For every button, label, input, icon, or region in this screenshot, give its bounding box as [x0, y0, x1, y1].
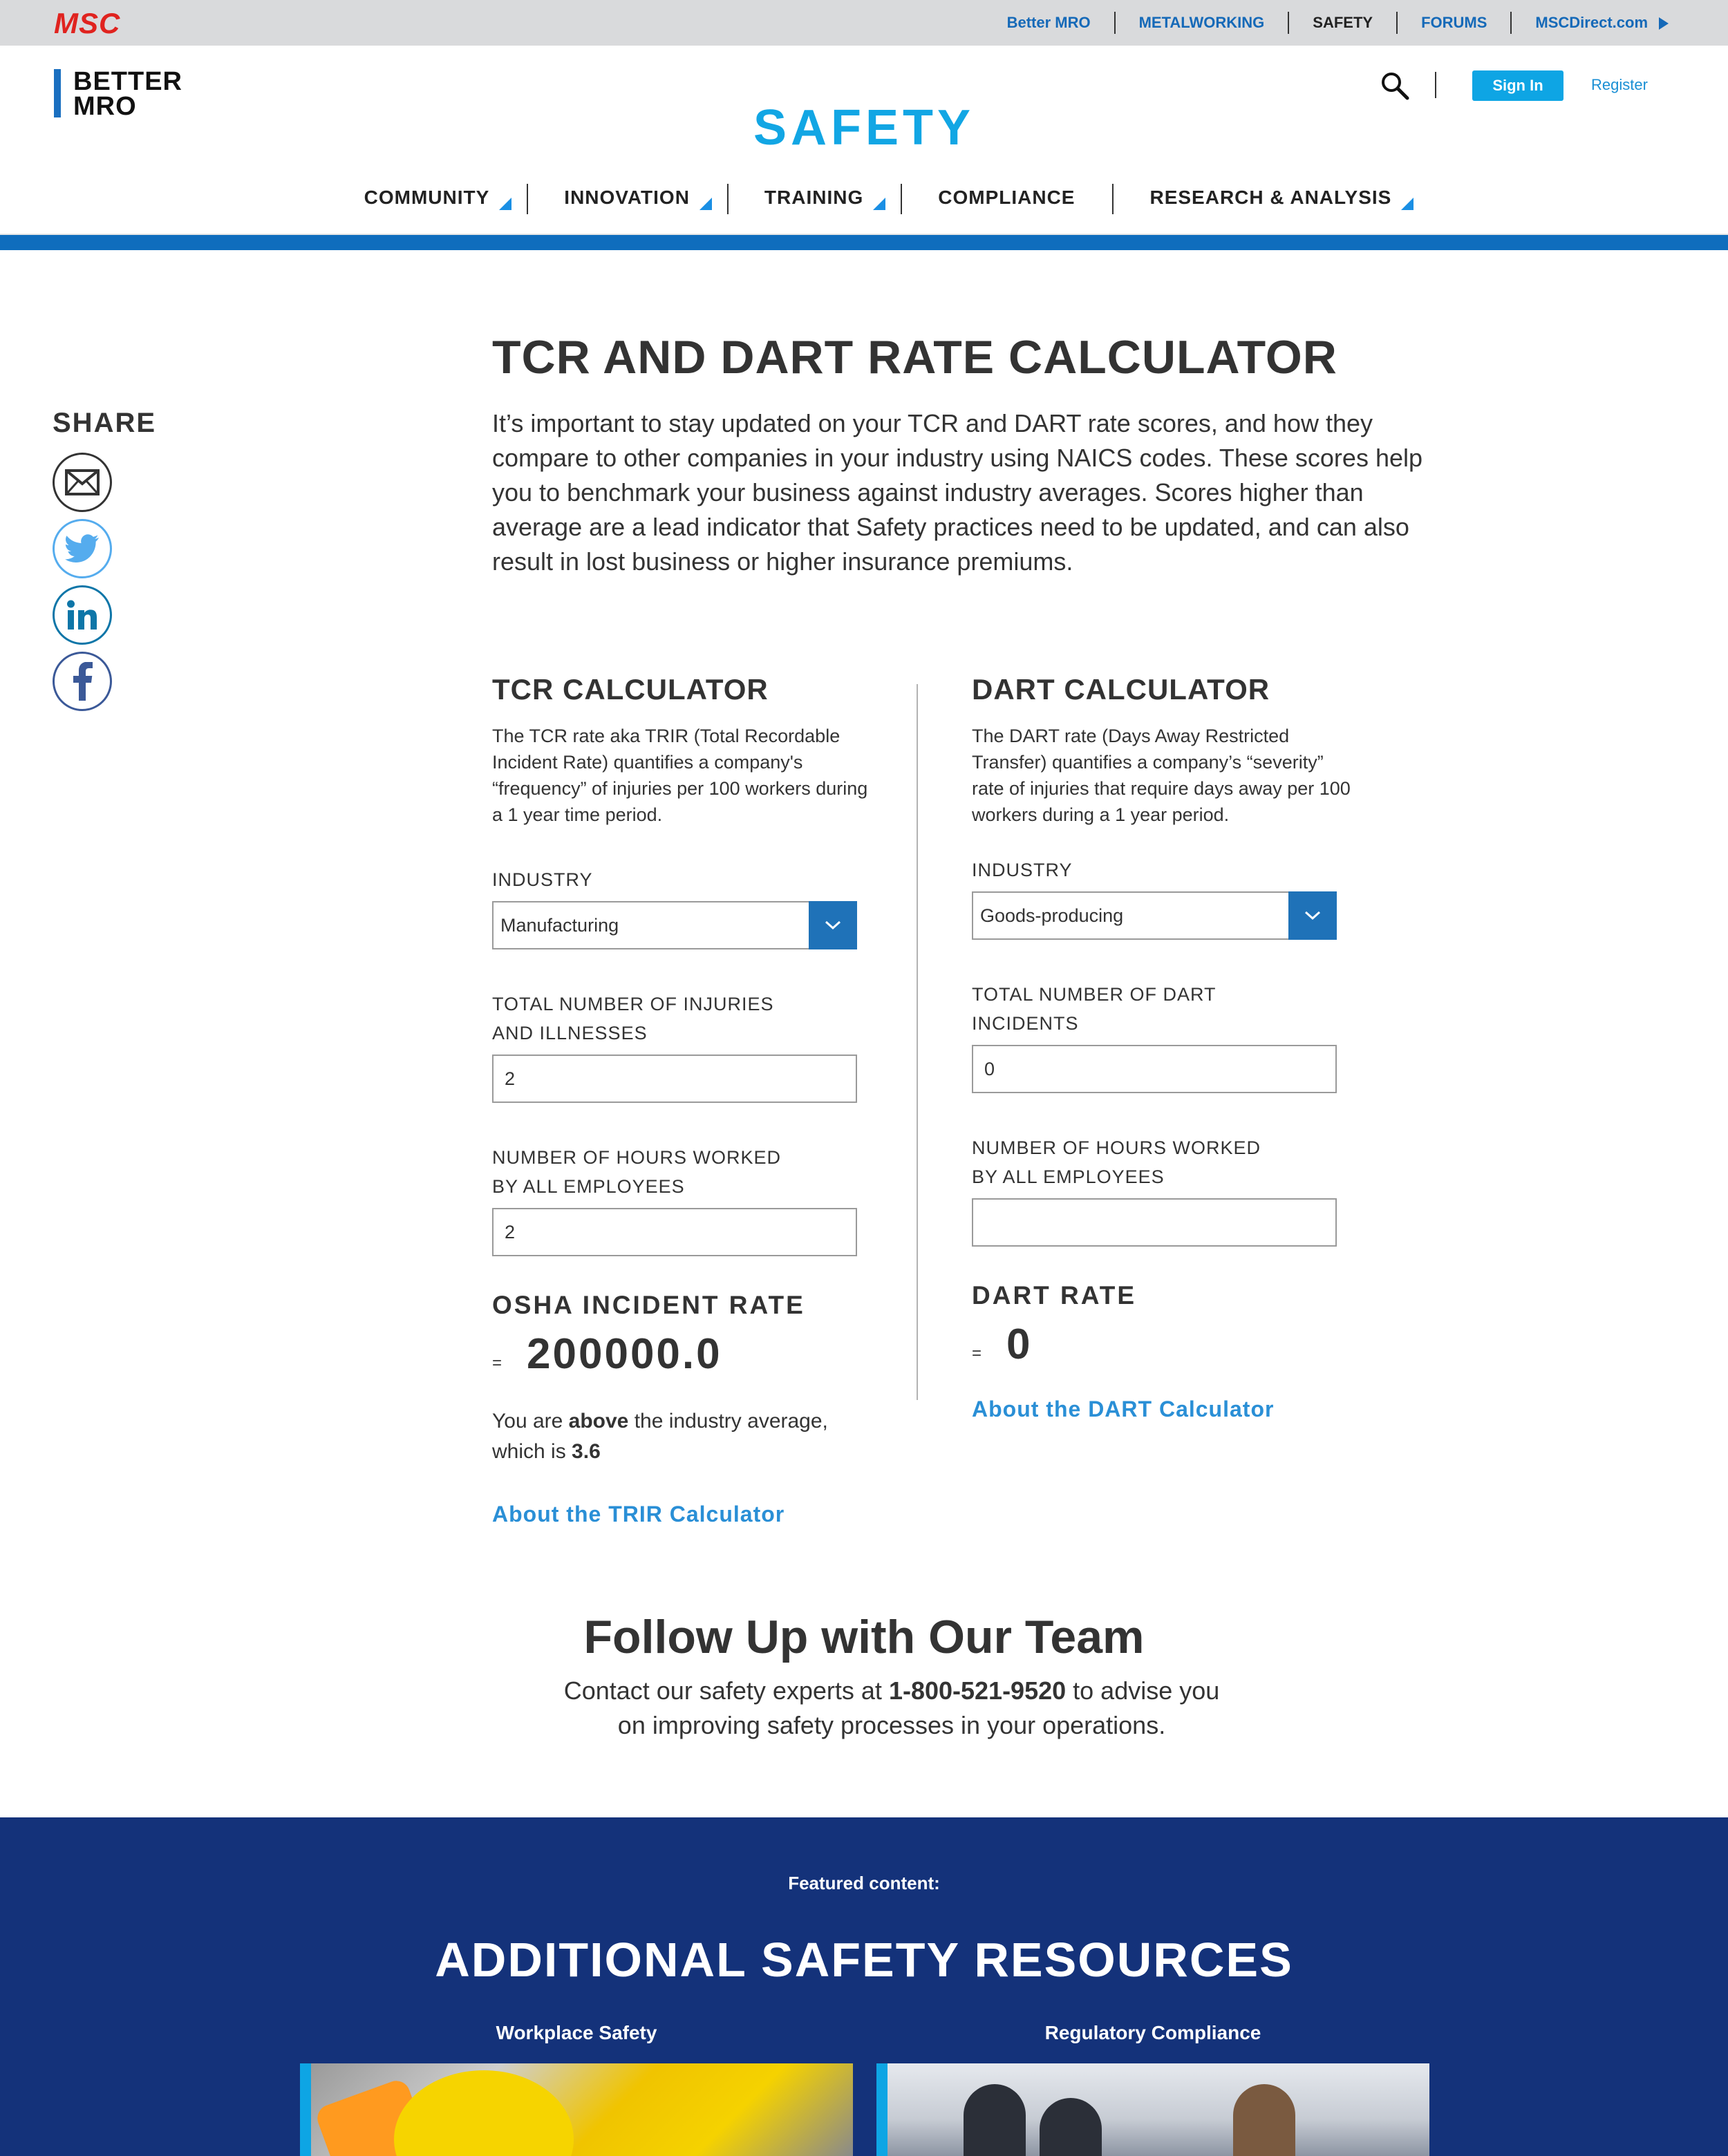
nav-label: COMPLIANCE	[938, 187, 1076, 208]
dropdown-triangle-icon	[499, 198, 511, 210]
utility-link-forums[interactable]: FORUMS	[1398, 12, 1512, 34]
dart-industry-select[interactable]	[972, 891, 1337, 940]
dropdown-triangle-icon	[873, 198, 885, 210]
twitter-icon[interactable]	[53, 519, 112, 578]
nav-label: RESEARCH & ANALYSIS	[1149, 187, 1392, 208]
tcr-description: The TCR rate aka TRIR (Total Recordable Incident Rate) quantifies a company's “frequency” of injuries per 100 workers during a 1 year time period.	[492, 726, 868, 825]
register-link[interactable]: Register	[1591, 76, 1648, 93]
dart-incidents-input[interactable]	[972, 1045, 1337, 1093]
tcr-industry-label: INDUSTRY	[492, 869, 593, 890]
share-sidebar	[53, 408, 156, 718]
about-dart-link[interactable]: About the DART Calculator	[972, 1397, 1275, 1421]
osha-rate-title: OSHA INCIDENT RATE	[492, 1291, 805, 1319]
dart-hours-label	[972, 1133, 1359, 1191]
equals-sign: =	[972, 1344, 982, 1363]
nav-label: TRAINING	[764, 187, 864, 208]
dart-calculator	[972, 673, 1359, 1422]
header-accent-band	[0, 235, 1728, 250]
tcr-hours-label-2: BY ALL EMPLOYEES	[492, 1176, 685, 1197]
avg-value: 3.6	[572, 1440, 601, 1463]
dart-description: The DART rate (Days Away Restricted Transfer) quantifies a company’s “severity” rate of injuries that require days away per 100 workers during a 1 year period.	[972, 726, 1351, 825]
hard-hat-shape	[394, 2070, 574, 2156]
email-icon[interactable]	[53, 453, 112, 512]
avg-mid: the industry average, which is	[492, 1410, 828, 1463]
nav-label: INNOVATION	[564, 187, 690, 208]
header-divider	[1435, 72, 1436, 98]
person-figure	[1233, 2084, 1295, 2156]
tcr-hours-label-1: NUMBER OF HOURS WORKED	[492, 1147, 782, 1168]
dart-incidents-label-2: INCIDENTS	[972, 1013, 1079, 1034]
arrow-right-icon	[1659, 17, 1669, 30]
sign-in-button[interactable]: Sign In	[1472, 70, 1563, 101]
industry-average-text	[492, 1406, 879, 1467]
nav-item-training[interactable]	[727, 184, 901, 211]
section-title[interactable]: SAFETY	[753, 100, 975, 155]
calculator-divider	[917, 684, 918, 1400]
featured-section	[0, 1817, 1728, 2156]
regulatory-compliance-image[interactable]	[876, 2063, 1429, 2156]
tcr-injuries-input[interactable]	[492, 1055, 857, 1103]
nav-label: COMMUNITY	[364, 187, 490, 208]
utility-bar	[0, 0, 1728, 46]
tcr-industry-select[interactable]	[492, 901, 857, 949]
utility-link-metalworking[interactable]: METALWORKING	[1116, 12, 1290, 34]
avg-pre: You are	[492, 1410, 569, 1432]
avg-word: above	[568, 1410, 629, 1432]
page-title: TCR AND DART RATE CALCULATOR	[492, 331, 1337, 384]
card-label-regulatory-compliance[interactable]: Regulatory Compliance	[1044, 2022, 1261, 2043]
follow-up-text	[560, 1674, 1223, 1743]
featured-title: ADDITIONAL SAFETY RESOURCES	[435, 1933, 1293, 1987]
osha-rate-row	[492, 1330, 879, 1379]
facebook-icon[interactable]	[53, 652, 112, 711]
dart-hours-label-1: NUMBER OF HOURS WORKED	[972, 1137, 1261, 1158]
dart-incidents-label	[972, 980, 1359, 1038]
share-title: SHARE	[53, 408, 157, 438]
utility-links	[984, 0, 1669, 46]
chevron-down-icon[interactable]	[1288, 891, 1337, 940]
person-figure	[1040, 2098, 1102, 2156]
nav-item-community[interactable]	[327, 184, 527, 211]
nav-item-innovation[interactable]	[527, 184, 727, 211]
card-label-workplace-safety[interactable]: Workplace Safety	[496, 2022, 657, 2043]
dart-rate-value: 0	[1006, 1321, 1033, 1368]
equals-sign: =	[492, 1354, 503, 1372]
linkedin-icon[interactable]	[53, 585, 112, 645]
tcr-industry-value: Manufacturing	[500, 915, 619, 936]
dart-title: DART CALCULATOR	[972, 673, 1270, 706]
utility-link-safety[interactable]: SAFETY	[1289, 12, 1398, 34]
tcr-calculator	[492, 673, 879, 1527]
dart-industry-label: INDUSTRY	[972, 860, 1073, 880]
tcr-hours-input[interactable]	[492, 1208, 857, 1256]
brand-line2: MRO	[73, 92, 137, 121]
chevron-down-icon[interactable]	[809, 901, 857, 949]
tcr-injuries-label	[492, 990, 879, 1048]
follow-text-pre: Contact our safety experts at	[563, 1676, 889, 1705]
tcr-injuries-label-1: TOTAL NUMBER OF INJURIES	[492, 994, 774, 1014]
follow-up-title: Follow Up with Our Team	[583, 1611, 1145, 1663]
dart-incidents-label-1: TOTAL NUMBER OF DART	[972, 984, 1217, 1005]
osha-rate-value: 200000.0	[527, 1330, 722, 1378]
follow-text-post: to advise you on improving safety processes in your operations.	[617, 1676, 1220, 1739]
dart-rate-title: DART RATE	[972, 1281, 1137, 1309]
person-figure	[964, 2084, 1026, 2156]
about-trir-link[interactable]: About the TRIR Calculator	[492, 1502, 785, 1526]
search-icon[interactable]	[1380, 70, 1410, 101]
utility-link-mscdirect[interactable]	[1512, 12, 1669, 34]
dart-hours-label-2: BY ALL EMPLOYEES	[972, 1166, 1165, 1187]
phone-number[interactable]: 1-800-521-9520	[888, 1676, 1067, 1705]
dart-hours-input[interactable]	[972, 1198, 1337, 1247]
site-header	[0, 46, 1728, 235]
msc-logo[interactable]: MSC	[54, 7, 121, 39]
dropdown-triangle-icon	[699, 198, 712, 210]
mscdirect-label: MSCDirect.com	[1535, 14, 1648, 31]
tcr-injuries-label-2: AND ILLNESSES	[492, 1023, 648, 1043]
dropdown-triangle-icon	[1401, 198, 1414, 210]
featured-kicker: Featured content:	[788, 1873, 940, 1893]
tcr-hours-label	[492, 1143, 879, 1201]
brand-line1: BETTER	[73, 67, 182, 96]
dart-industry-value: Goods-producing	[980, 905, 1124, 926]
nav-item-compliance[interactable]	[901, 184, 1112, 211]
nav-item-research-analysis[interactable]	[1112, 184, 1429, 211]
main-nav	[0, 177, 1728, 218]
tcr-title: TCR CALCULATOR	[492, 673, 769, 706]
utility-link-better-mro[interactable]: Better MRO	[984, 12, 1116, 34]
dart-rate-row	[972, 1320, 1359, 1369]
workplace-safety-image[interactable]	[300, 2063, 853, 2156]
intro-paragraph: It’s important to stay updated on your TCR and DART rate scores, and how they compare to other companies in your industry using NAICS codes. These scores help you to benchmark your business against industry averages. Scores higher than average are a lead indicator that Safety practices need to be updated, and can also result in lost business or higher insurance premiums.	[492, 409, 1423, 576]
